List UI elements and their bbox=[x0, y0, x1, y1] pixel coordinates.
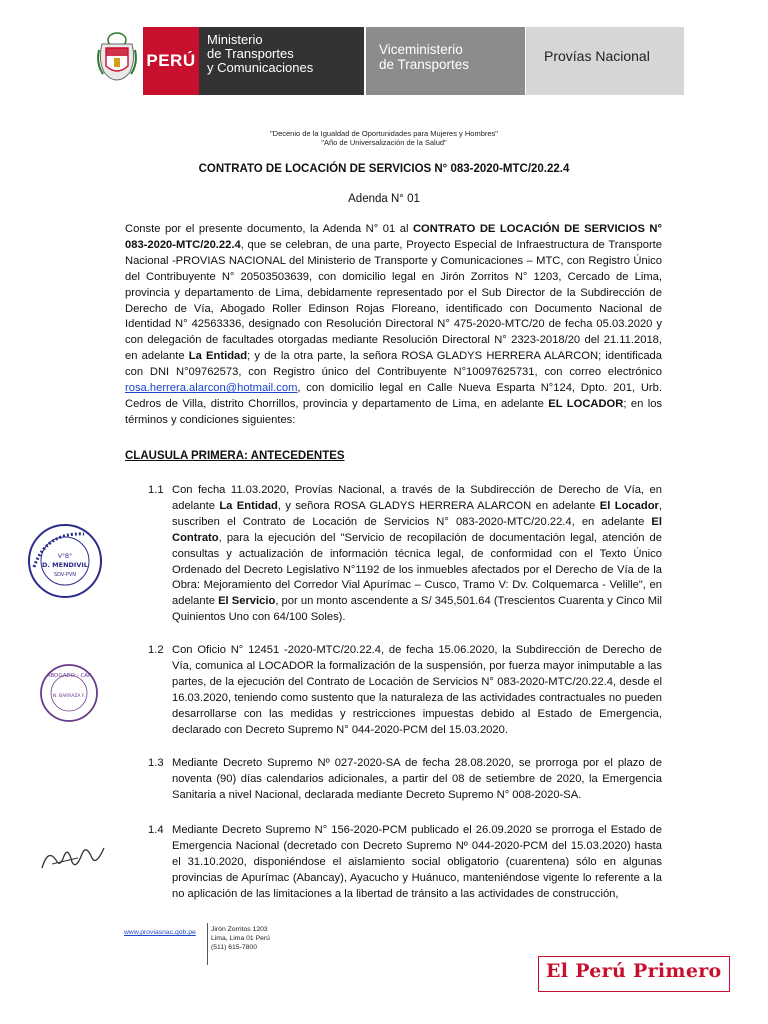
brand-slogan: El Perú Primero bbox=[546, 960, 722, 982]
address-line: (511) 615-7800 bbox=[211, 944, 257, 951]
item-text-part: , por un monto ascendente a S/ 345,501.64 (Trescientos Cuarenta y Cinco Mil Quinientos Uno con 64/100 Soles). bbox=[172, 595, 662, 624]
item-bold-term: El Locador bbox=[599, 499, 659, 512]
contract-title: CONTRATO DE LOCACIÓN DE SERVICIOS N° 083-2020-MTC/20.22.4 bbox=[198, 163, 570, 175]
svg-text:ABOGADO - CAP: ABOGADO - CAP bbox=[46, 673, 92, 679]
coat-of-arms-icon bbox=[94, 30, 140, 82]
svg-text:V°B°: V°B° bbox=[57, 553, 73, 560]
provias-logo bbox=[526, 27, 684, 95]
lawyer-stamp bbox=[38, 663, 100, 723]
address-line: Jirón Zorritos 1203 bbox=[211, 926, 268, 933]
ministry-line: de Transportes bbox=[207, 46, 294, 61]
provias-logo-text: Provías Nacional bbox=[544, 48, 650, 64]
address-line: Lima, Lima 01 Perú bbox=[211, 935, 270, 942]
intro-text: Conste por el presente documento, la Adenda N° 01 al bbox=[125, 223, 413, 235]
intro-text: , con domicilio legal en Calle Nueva Esparta N°124, Dpto. 201, Urb. Cedros de Villa, distrito Chorrillos, provincia y departamento de Lima, en adelante bbox=[125, 382, 662, 410]
locador-term: EL LOCADOR bbox=[548, 397, 624, 410]
intro-text: ; en los términos y condiciones siguientes: bbox=[125, 397, 663, 426]
item-text-part: Con fecha 11.03.2020, Provías Nacional, a través de la Subdirección de Derecho de Vía, en adelante bbox=[172, 484, 662, 512]
ministry-line: Ministerio bbox=[207, 32, 263, 47]
contract-reference: CONTRATO DE LOCACIÓN DE SERVICIOS N° 083-2020-MTC/20.22.4 bbox=[125, 223, 662, 251]
item-text-part: , para la ejecución del "Servicio de recopilación de documentación legal, atención de consultas y actualización de información técnica legal, de conformidad con el Texto Único Ordenado del Decreto Legislativo N°1192 de los inmuebles afectados por el Derecho de Vía de la Obra: Mejoramiento del Corredor Vial Apurímac – Cusco, Tramo V: Dv. Colquemarca - Velille", en adelante bbox=[172, 531, 662, 608]
item-text: Con Oficio N° 12451 -2020-MTC/20.22.4, de fecha 15.06.2020, la Subdirección de Derecho de Vía, comunica al LOCADOR la formalización de la suspensión, por fuerza mayor inimputable a las partes, de la ejecución del Contrato de Locación de Servicios N° 083-2020-MTC/20.22.4, desde el 16.03.2020, teniendo como sustento que la naturaleza de las actividades contractuales no pueden desarrollarse con las medidas y restricciones impuestas debido al Estado de Emergencia, declarado con Decreto Supremo N° 044-2020-PCM del 15.03.2020. bbox=[172, 644, 662, 736]
viceministry-logo bbox=[366, 27, 525, 95]
footer-address bbox=[211, 925, 270, 952]
list-item bbox=[148, 643, 662, 738]
website-link[interactable]: www.proviasnac.gob.pe bbox=[124, 929, 196, 936]
item-number: 1.1 bbox=[148, 484, 164, 496]
peru-logo bbox=[143, 27, 199, 95]
item-text bbox=[172, 483, 662, 626]
vice-line: Viceministerio bbox=[379, 42, 463, 57]
item-text: Mediante Decreto Supremo Nº 027-2020-SA de fecha 28.08.2020, se prorroga por el plazo de noventa (90) días calendarios adicionales, a partir del 08 de setiembre de 2020, la Emergencia Sanitaria a nivel Nacional, declarada mediante Decreto Supremo N° 008-2020-SA. bbox=[172, 757, 662, 801]
list-item bbox=[148, 756, 662, 804]
item-bold-term: El Contrato bbox=[172, 515, 662, 544]
list-item bbox=[148, 483, 662, 626]
adenda-number: Adenda N° 01 bbox=[348, 193, 420, 205]
section-title: CLAUSULA PRIMERA: ANTECEDENTES bbox=[125, 450, 345, 462]
vice-line: de Transportes bbox=[379, 57, 470, 72]
item-text-part: , suscriben el Contrato de Locación de Servicios N° 083-2020-MTC/20.22.4, en adelante bbox=[172, 499, 662, 528]
item-text-part: , y señora ROSA GLADYS HERRERA ALARCON en adelante bbox=[277, 499, 600, 512]
intro-paragraph bbox=[125, 222, 662, 429]
entity-term: La Entidad bbox=[188, 350, 248, 363]
svg-text:D. MENDIVIL: D. MENDIVIL bbox=[42, 561, 88, 569]
item-number: 1.4 bbox=[148, 824, 164, 836]
decenio-line: "Decenio de la Igualdad de Oportunidades para Mujeres y Hombres" bbox=[270, 129, 498, 138]
list-item bbox=[148, 823, 662, 903]
peru-logo-text: PERÚ bbox=[146, 51, 196, 70]
svg-text:N. BARRAZA F.: N. BARRAZA F. bbox=[52, 694, 86, 699]
item-bold-term: El Servicio bbox=[218, 595, 276, 608]
ministry-line: y Comunicaciones bbox=[207, 60, 314, 75]
email-link[interactable]: rosa.herrera.alarcon@hotmail.com bbox=[125, 382, 298, 395]
ministry-logo bbox=[199, 27, 364, 95]
item-number: 1.2 bbox=[148, 644, 164, 656]
subdirection-stamp bbox=[26, 522, 104, 600]
item-bold-term: La Entidad bbox=[219, 499, 278, 512]
handwritten-signature bbox=[38, 838, 112, 878]
intro-text: , que se celebran, de una parte, Proyecto Especial de Infraestructura de Transporte Nacional -PROVIAS NACIONAL del Ministerio de Transporte y Comunicaciones – MTC, con Registro Único del Contribuyente N° 20503503639, con domicilio legal en Jirón Zorritos N° 1203, Cercado de Lima, provincia y departamento de Lima, debidamente representado por el Sub Director de la Subdirección de Derecho de Vía, Abogado Roller Edinson Rojas Floreano, identificado con Documento Nacional de Identidad N° 42563336, designado con Resolución Directoral N° 475-2020-MTC/20 de fecha 05.03.2020 y con delegación de facultades otorgadas mediante Resolución Directoral N° 2323-2018/20 del 21.11.2018, en adelante bbox=[125, 238, 662, 363]
item-number: 1.3 bbox=[148, 757, 164, 769]
decenio-header bbox=[0, 129, 768, 147]
decenio-line: "Año de Universalización de la Salud" bbox=[321, 138, 447, 147]
footer-divider bbox=[207, 923, 208, 965]
item-text: Mediante Decreto Supremo N° 156-2020-PCM publicado el 26.09.2020 se prorroga el Estado de Emergencia Nacional (decretado con Decreto Supremo Nº 044-2020-PCM del 15.03.2020) hasta el 31.10.2020, disponiéndose el aislamiento social obligatorio (cuarentena) sólo en algunas provincias de Apurímac (Abancay), Ayacucho y Huánuco, manteniéndose vigente lo referente a la no aplicación de las limitaciones a la libertad de tránsito a las actividades de construcción, bbox=[172, 824, 662, 900]
svg-text:SDV-PVN: SDV-PVN bbox=[53, 572, 77, 578]
intro-text: ; y de la otra parte, la señora ROSA GLADYS HERRERA ALARCON; identificada con DNI N°09762573, con Registro único del Contribuyente N°10097625731, con correo electrónico bbox=[125, 350, 662, 379]
